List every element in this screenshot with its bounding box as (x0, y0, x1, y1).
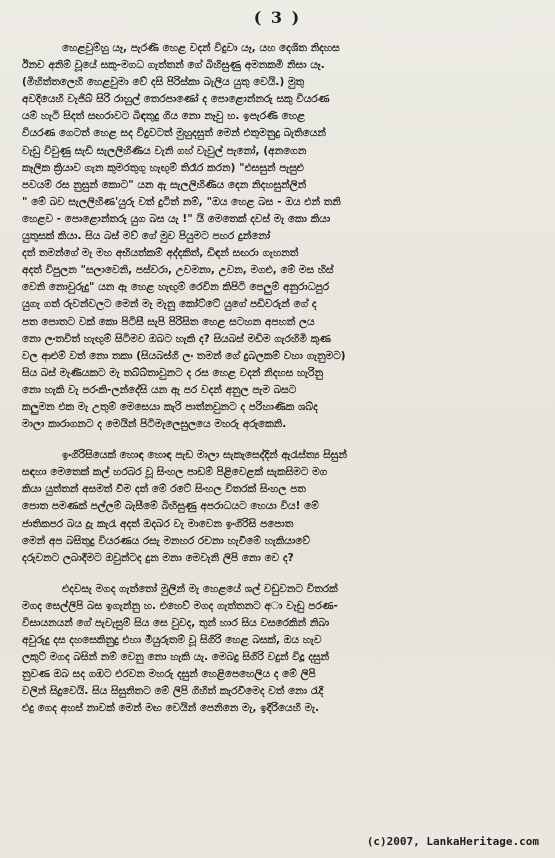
text-line: හෙළවුම්හු යෑ, පැරණි හෙළ වදන් විදුවා යෑ, යහ දෙශිත නිදහස (62, 42, 340, 54)
page-number: ( 3 ) (253, 8, 302, 27)
text-line: වෙනි නොවුරුදු" යන ඇ හෙළ හැඟුම් රෙවින කිපිටි පෙලුම් අනුරාධපුර (22, 281, 330, 294)
text-line: මාලා කාරාගනට ද මෙයින් පිටිමැලෙසුලයෙ මහරු අරුකෙනි. (22, 418, 287, 431)
text-line: වැඩු විවුණු සැඩි සැලලිහිණිය වැනි ගහ් වැවුල් පැනෝ, (අනගෙන (22, 144, 307, 157)
text-line: (මිහිත්තලෙහි හෙළවුමා වේ දසි පිරිස්කා බැලිය යුතු වෙයි.) මුතු (22, 76, 305, 89)
text-line: සඳහා මෙතෙක් කල් හරබර වූ සිංහල පාඩම් පිළිවෙළක් සැකසිමට මග (22, 466, 328, 479)
paragraph-2 (22, 447, 537, 567)
text-line: පවයම් රස නුසුන් කොට" යන ඇ සැලලිහිණිය දෙන නිදහසුන්ලින් (22, 178, 307, 191)
text-line: වියරණ ගෙටත් හෙළ සද විදුවටත් මුහුදසුත් මෙන් එතුමනුදු බැතියෙන් (22, 127, 326, 140)
paragraph-1 (22, 40, 537, 433)
text-line: පොත පමණක් පල්ලම් බැසීමේ බිහිසුණු අපරාධයට හෙයා විය! මේ (22, 500, 319, 513)
text-line: කියා යුත්තන් අසමත් වීම දත් මේ රටේ සිංහල විතරක් සිංහල පත (22, 483, 306, 496)
text-line: මෙන් අප බසිතුදු වියරණය රසැ මනහර රචනා හැවීමේ හැකියාවේ (22, 534, 311, 547)
text-line: අවුරුදු දස දහසෙකිනුදු එහා මීයුරුතම් වූ සිගිරි හෙළ බසක්, ඔය හැව (22, 634, 322, 647)
text-line: යම් හැටි සිදත් සඟරාවට බිඳතුදු ගිය නො නෑවු හ. ඉපැරණි හෙළ (22, 110, 306, 123)
text-line: " මේ බව සැලලිහිණ'යුරු වත් දුටිත් නම්, "ඔය හෙළ බස - ඔය එන් තනි (22, 195, 341, 208)
text-line: විසායනයන් ගේ පැවැසුම් සිය සෙ වුවද, තුන් හාර සිය වසරෙකින් නිබා (22, 617, 330, 629)
text-line: අවදියෙහි වැජිබ් සිරි රාහුල් තෙරපාණෝ ද පොළොන්නරු සකු වියරණ (22, 93, 330, 106)
text-line: පත පොතට වක් කො පිටිසී සැපි පිරිසිත හෙළ සටහන අපහත් ලය (22, 315, 315, 328)
document-body (22, 40, 537, 732)
text-line: නො හැකි වැ පරංකි-ලන්දේසි යන ඇ පර වදන් අනුල පැම බසට (22, 383, 297, 396)
text-line: අදත් විපුලන "සලාවෙනි, පස්වරා, උවමනා, උවන, මගළු, මේ මස හිස් (22, 264, 334, 277)
text-line: කලුමන එක මැ උතුම් මෙසෙයා කැරි පාත්නවුනට ද පරිහාණික ශබ්ද (22, 400, 318, 413)
paragraph-3 (22, 581, 537, 718)
text-line: එදවසැ මගද ගැත්තෝ මුලින් මැ හෙළයේ ශල් වඩුවනට විතරක් (62, 582, 338, 595)
text-line: හෙළව - පොළොන්තරු යුග බස යැ !" යි මෙතෙක් දවස් මැ කො කියා (22, 212, 331, 225)
text-line: ඊනව අනිම් වූයේ සකු-මගධ ගැත්තන් ගේ බිහිසුණු අමනකමි නිසා යෑ. (22, 59, 325, 72)
text-line: වලින් සිදුවෙයි. සිය සිසුනිතට මේ ලිපි ගිහිත් කැරවීමෙද වත් නො රැදි (22, 685, 324, 698)
text-line: ලකුට් මගද බසින් නම් වෙනු නො හැකි යැ. මෙබදු සිගිරි වදුන් විදූ දසුන් (22, 651, 330, 664)
text-line: නො ලංතවිත් හැඟුම් සිටිමව ඔබට හැකි ද? සියබස් මඩිම ගැරහිමි කුණ (22, 332, 331, 345)
text-line: යුගැ ගත් රුවන්වලට මෙන් මැ මැනු කෝට්ටේ යුගේ පඩිවරුන් ගේ ද (22, 298, 317, 311)
text-line: වල ආළුම් වත් නො තකා (සියබස්ගි ලං තමන් ගේ දුබලකම් වහා ගැනුමට) (22, 349, 346, 362)
text-line: ඉංගිරිසියෙක් හොඳ හොඳ පැඩ මාලා සැකැසෙද්දින් ඇරැස්ත්‍ය සිසුන් (62, 449, 347, 462)
text-line: එදු ගෙද අහස් නාවක් මෙන් මඟ වෙයින් පෙනිනෙ මැ, ඉදිරියෙහි මැ. (22, 702, 320, 715)
text-line: සිය බස් මැණියකට මැ තබ්බ්තාවුනට ද රස හෙළ වදන් නිදහස හැරිනු (22, 366, 324, 379)
text-line: දරුවනට ලබාදීමට ඔවුන්ටද දුන මනා මෙවැනි ලිපි නො වෙ ද? (22, 551, 294, 564)
text-line: ජාතිකපර බය ද්‍රැ කැරැ අදත් ඔදබර වැ මාවෙන ඉංගිරිසි පපොත (22, 517, 294, 530)
text-line: මගද සෙල්ලිපි බස ඉගැන්නු හ. එහෙව් මගද ගැත්තනට අා වැඩු පරණ- (22, 599, 338, 612)
text-line: නුවණ ඔබ සද ගඹට එරවන මහරු දසුන් හෙළිපෙහෙලිය ද මේ ලිපි (22, 668, 316, 681)
text-line: යුතුසක් කියා. සිය බස් මව් ගේ මුව පියුමට පහර දුන්නෝ (22, 230, 271, 243)
text-line: කෑලික ක්‍රියාව ගැන කුමරතුගු හැඟුම් තිරෑර කරන) "එසසුන් පැසුළු (22, 161, 304, 174)
copyright-footer: (c)2007, LankaHeritage.com (366, 835, 539, 848)
text-line: දත් තමන්ගේ මැ මහ අභියත්කම් අද්දකිත්, ඩිඳන් සඟරා ගැහනත් (22, 247, 299, 260)
